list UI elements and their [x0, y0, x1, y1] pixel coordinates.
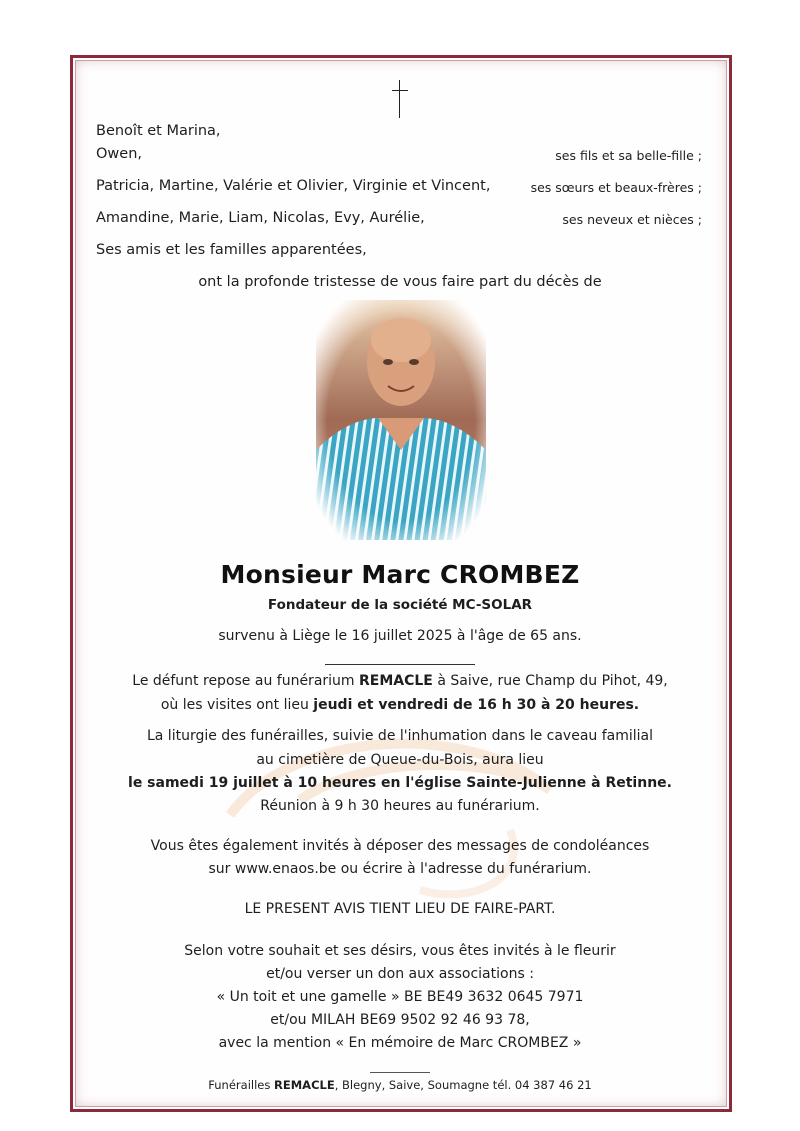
funeral-date-place: le samedi 19 juillet à 10 heures en l'église Sainte-Julienne à Retinne. [128, 775, 672, 791]
family-names-3: Patricia, Martine, Valérie et Olivier, Virginie et Vincent, [96, 178, 491, 194]
family-names-5: Ses amis et les familles apparentées, [96, 242, 367, 258]
cross-icon [392, 80, 408, 118]
funeral-line-4: Réunion à 9 h 30 heures au funérarium. [260, 798, 540, 814]
family-relation-2: ses fils et sa belle-fille ; [555, 148, 702, 163]
deceased-portrait [316, 300, 486, 540]
family-relation-3: ses sœurs et beaux-frères ; [530, 180, 702, 195]
visitation-line-2 [0, 697, 800, 713]
footer-contact: , Blegny, Saive, Soumagne tél. 04 387 46 21 [334, 1078, 592, 1092]
wishes-line-1: Selon votre souhait et ses désirs, vous êtes invités à le fleurir [184, 943, 616, 959]
funeral-home-name: REMACLE [359, 673, 433, 689]
funeral-line-2: au cimetière de Queue-du-Bois, aura lieu [256, 752, 544, 768]
visitation-line-1 [0, 673, 800, 689]
condolences-line-2: sur www.enaos.be ou écrire à l'adresse du funérarium. [208, 861, 592, 877]
wishes-line-5: avec la mention « En mémoire de Marc CROMBEZ » [218, 1035, 582, 1051]
footer-divider [370, 1072, 430, 1073]
footer-text: Funérailles [208, 1078, 275, 1092]
watermark-logo [210, 720, 590, 910]
family-relation-4: ses neveux et nièces ; [562, 212, 702, 227]
visitation-hours: jeudi et vendredi de 16 h 30 à 20 heures. [313, 697, 640, 713]
family-names-4: Amandine, Marie, Liam, Nicolas, Evy, Aurélie, [96, 210, 425, 226]
wishes-line-4: et/ou MILAH BE69 9502 92 46 93 78, [270, 1012, 530, 1028]
visitation-text-2: où les visites ont lieu [160, 697, 314, 713]
death-details: survenu à Liège le 16 juillet 2025 à l'âge de 65 ans. [218, 628, 582, 644]
family-names-2: Owen, [96, 146, 142, 162]
divider [325, 664, 475, 665]
notice: LE PRESENT AVIS TIENT LIEU DE FAIRE-PART. [244, 901, 556, 917]
wishes-line-2: et/ou verser un don aux associations : [266, 966, 534, 982]
funeral-line-1: La liturgie des funérailles, suivie de l'inhumation dans le caveau familial [146, 728, 654, 744]
deceased-title: Fondateur de la société MC-SOLAR [267, 597, 533, 613]
visitation-text: Le défunt repose au funérarium [132, 673, 359, 689]
footer-company: REMACLE [274, 1078, 335, 1092]
wishes-line-3: « Un toit et une gamelle » BE BE49 3632 0645 7971 [216, 989, 584, 1005]
visitation-address: à Saive, rue Champ du Pihot, 49, [432, 673, 668, 689]
announcement: ont la profonde tristesse de vous faire part du décès de [198, 274, 602, 290]
deceased-name: Monsieur Marc CROMBEZ [220, 560, 580, 589]
footer [0, 1078, 800, 1092]
family-names-1: Benoît et Marina, [96, 123, 221, 139]
condolences-line-1: Vous êtes également invités à déposer des messages de condoléances [150, 838, 650, 854]
